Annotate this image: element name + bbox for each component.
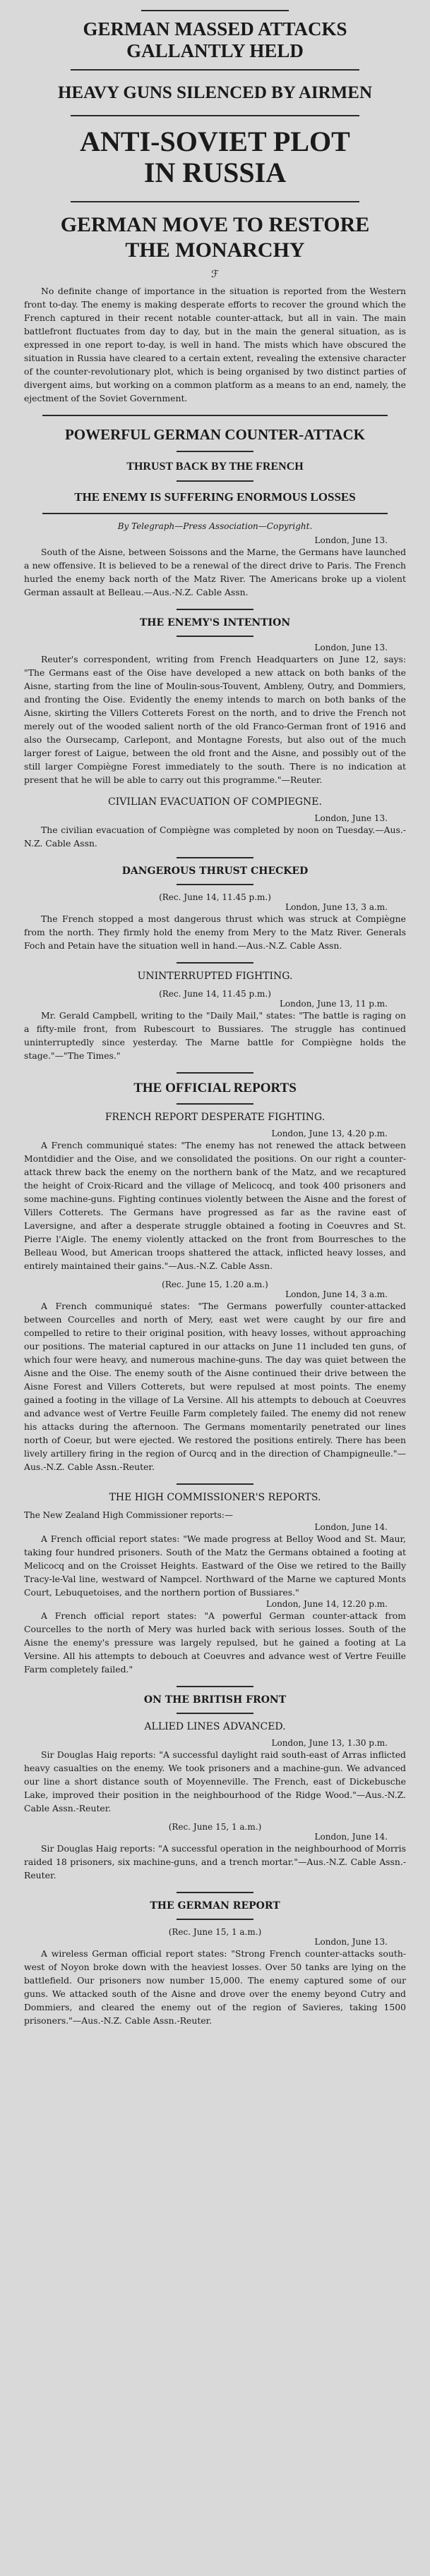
divider: [177, 1103, 253, 1105]
section-title-official-reports: THE OFFICIAL REPORTS: [133, 1081, 297, 1095]
dateline: London, June 14.: [314, 1832, 388, 1842]
article-text: A French official report states: "A powerful German counter-attack from Courcelles to the north of Mery was hurled back with serious losses. South of the Aisne the enemy's pressure was largely repulsed, but he gained a footing at La Versine. All his attempts to debouch at Coeuvres and advance west of Vertre Feuille Farm completely failed.": [24, 1610, 406, 1675]
received-time: (Rec. June 14, 11.45 p.m.): [159, 989, 271, 999]
dateline: London, June 13.: [314, 1937, 388, 1947]
article-text: South of the Aisne, between Soissons and the Marne, the Germans have launched a new offensive. It is believed to be a renewal of the direct drive to Paris. The French hurled the enemy back north of the Matz River. The Americans broke up a violent German assault at Belleau.—Aus.-N.Z. Cable Assn.: [24, 547, 406, 597]
headline-anti-soviet-plot: ANTI-SOVIET PLOT IN RUSSIA: [80, 126, 350, 188]
divider: [177, 609, 253, 610]
divider: [71, 69, 359, 71]
headline-german-massed-attacks: GERMAN MASSED ATTACKS GALLANTLY HELD: [83, 18, 347, 61]
section-title-compiegne: CIVILIAN EVACUATION OF COMPIEGNE.: [108, 796, 322, 808]
divider: [177, 1483, 253, 1485]
dateline: London, June 13.: [314, 535, 388, 545]
article-text: Mr. Gerald Campbell, writing to the "Daily Mail," states: "The battle is raging on a fifty-mile front, from Rubescourt to Bussiares. The struggle has continued uninterruptedly since yesterday. The Marne battle for Compiègne holds the stage."—"The Times.": [24, 1010, 406, 1061]
byline: By Telegraph—Press Association—Copyright.: [117, 521, 313, 531]
article-text: The civilian evacuation of Compiègne was completed by noon on Tuesday.—Aus.-N.Z. Cable Assn.: [24, 825, 406, 849]
dateline: London, June 14, 12.20 p.m.: [265, 1599, 388, 1609]
divider: [177, 1072, 253, 1074]
divider: [177, 1713, 253, 1714]
ornament: ℱ: [210, 269, 219, 280]
headline-german-move-monarchy: GERMAN MOVE TO RESTORE THE MONARCHY: [60, 213, 370, 262]
article-text: A wireless German official report states: "Strong French counter-attacks south-west of Noyon broke down with the heaviest losses. Over 50 tanks are lying on the battlefield. Our prisoners now number 15,000. The enemy captured some of our guns. We attacked south of the Aisne and drove over the enemy beyond Cutry and Dommiers, and cleared the enemy out of the region of Savieres, taking 1500 prisoners."—Aus.-N.Z. Cable Assn.-Reuter.: [24, 1948, 406, 2026]
divider: [177, 884, 253, 885]
divider: [141, 10, 289, 11]
dateline: London, June 13, 1.30 p.m.: [271, 1738, 388, 1748]
section-title-german-report: THE GERMAN REPORT: [150, 1900, 280, 1912]
divider: [42, 415, 388, 416]
article-text: Sir Douglas Haig reports: "A successful daylight raid south-east of Arras inflicted heavy casualties on the enemy. We took prisoners and a machine-gun. We advanced our line a short distance south of Moyenneville. The French, east of Dickebusche Lake, improved their position in the neighbourhood of the Ridge Wood."—Aus.-N.Z. Cable Assn.-Reuter.: [24, 1749, 406, 1813]
section-title-high-commissioner: THE HIGH COMMISSIONER'S REPORTS.: [109, 1492, 321, 1503]
dateline: London, June 13.: [314, 813, 388, 823]
article-text: Sir Douglas Haig reports: "A successful operation in the neighbourhood of Morris raided 18 prisoners, six machine-guns, and a trench mortar."—Aus.-N.Z. Cable Assn.-Reuter.: [24, 1843, 406, 1881]
divider: [177, 857, 253, 858]
received-time: (Rec. June 15, 1 a.m.): [168, 1822, 262, 1832]
received-time: (Rec. June 15, 1 a.m.): [168, 1927, 262, 1937]
divider: [71, 201, 359, 202]
article-text: A French official report states: "We made progress at Belloy Wood and St. Maur, taking four hundred prisoners. South of the Matz the Germans obtained a footing at Melicocq and on the Croisset Heights. Eastward of the Oise we retired to the Bailly Tracy-le-Val line, westward of Nampcel. Northward of the Marne we captured Monts Court, Lebuquetoises, and the northern portion of Bussiares.": [24, 1533, 406, 1598]
lead-text: The New Zealand High Commissioner reports:—: [24, 1510, 233, 1520]
divider: [71, 115, 359, 116]
subtitle-french-report: FRENCH REPORT DESPERATE FIGHTING.: [104, 1112, 326, 1123]
dateline: London, June 13, 11 p.m.: [279, 999, 388, 1009]
article-text: A French communiqué states: "The enemy has not renewed the attack between Montdidier and the Oise, and we consolidated the positions. On our right a counter-attack threw back the enemy on the northern bank of the Matz, and we recaptured the height of Croix-Ricard and the village of Melicocq, and took 400 prisoners and some machine-guns. Fighting continues violently between the Aisne and the forest of Villers Cotterets. The Germans have progressed as far as the ravine east of Laversigne, and after a desperate struggle obtained a footing in Coeuvres and St. Pierre l'Aigle. The enemy violently attacked on the front from Bourresches to the Belleau Wood, but American troops shattered the attack, inflicted heavy losses, and entirely maintained their gains."—Aus.-N.Z. Cable Assn.: [24, 1140, 406, 1271]
subtitle-enemy-losses: THE ENEMY IS SUFFERING ENORMOUS LOSSES: [74, 490, 356, 504]
divider: [177, 480, 253, 482]
subtitle-thrust-back: THRUST BACK BY THE FRENCH: [126, 461, 304, 473]
intro-paragraph: No definite change of importance in the situation is reported from the Western front to-day. The enemy is making desperate efforts to recover the ground which the French captured in their recent notable counter-attack, but all in vain. The main battlefront fluctuates from day to day, but in the main the general situation, as is expressed in one report to-day, is well in hand. The mists which have obscured the situation in Russia have cleared to a certain extent, revealing the extensive character of the counter-revolutionary plot, which is being organised by two distinct parties of divergent aims, but working on a common platform as a means to an end, namely, the ejectment of the Soviet Government.: [24, 286, 406, 403]
section-title-british-front: ON THE BRITISH FRONT: [143, 1694, 287, 1706]
divider: [177, 1686, 253, 1687]
section-title-powerful-counter-attack: POWERFUL GERMAN COUNTER-ATTACK: [64, 426, 366, 443]
divider: [177, 451, 253, 452]
section-title-enemy-intention: THE ENEMY'S INTENTION: [139, 617, 291, 628]
article-text: The French stopped a most dangerous thrust which was struck at Compiègne from the north. They firmly hold the enemy from Mery to the Matz River. Generals Foch and Petain have the situation well in hand.—Aus.-N.Z. Cable Assn.: [24, 913, 406, 951]
section-title-uninterrupted: UNINTERRUPTED FIGHTING.: [137, 971, 293, 982]
subtitle-allied-lines: ALLIED LINES ADVANCED.: [144, 1721, 286, 1732]
section-title-dangerous-thrust: DANGEROUS THRUST CHECKED: [121, 865, 309, 877]
divider: [177, 636, 253, 637]
dateline: London, June 13, 4.20 p.m.: [271, 1129, 388, 1138]
divider: [177, 1919, 253, 1920]
headline-heavy-guns: HEAVY GUNS SILENCED BY AIRMEN: [58, 83, 372, 102]
divider: [177, 1892, 253, 1893]
divider: [42, 513, 388, 514]
received-time: (Rec. June 14, 11.45 p.m.): [159, 892, 271, 902]
article-text: Reuter's correspondent, writing from French Headquarters on June 12, says: "The Germans east of the Oise have developed a new attack on both banks of the Aisne, starting from the line of Moulin-sous-Touvent, Ambleny, Outry, and Dommiers, and fronting the Oise. Evidently the enemy intends to march on both banks of the Aisne, skirting the Villers Cotterets Forest on the north, and to drive the French not merely out of the wooded salient north of the old Franco-German front of 1916 and also the Oursecamp, Carlepont, and Montagne Forests, but also out of the much larger forest of Laigue, between the old front and the Aisne, and possibly out of the still larger Compiègne Forest immediately to the south. There is no indication at present that he will be able to carry out this programme."—Reuter.: [24, 654, 406, 785]
dateline: London, June 14.: [314, 1522, 388, 1532]
dateline: London, June 14, 3 a.m.: [285, 1289, 388, 1299]
article-text: A French communiqué states: "The Germans powerfully counter-attacked between Courcelles and north of Mery, east wet were caught by our fire and compelled to retire to their original position, with heavy losses, without approaching our positions. The material captured in our attacks on June 11 included ten guns, of which four were heavy, and numerous machine-guns. The day was quiet between the Aisne and the Oise. The enemy south of the Aisne continued their drive between the Aisne Forest and Villers Cotterets, but were repulsed at most points. The enemy gained a footing in the village of La Versine. All his attempts to debouch at Coeuvres and advance west of Vertre Feuille Farm completely failed. The enemy did not renew his attacks during the afternoon. The Germans momentarily penetrated our lines north of Coeur, but were ejected. We restored the positions entirely. There has been lively artillery firing in the region of Ourcq and in the direction of Champigneulle."—Aus.-N.Z. Cable Assn.-Reuter.: [24, 1301, 406, 1472]
divider: [177, 962, 253, 964]
dateline: London, June 13, 3 a.m.: [285, 902, 388, 912]
dateline: London, June 13.: [314, 643, 388, 652]
received-time: (Rec. June 15, 1.20 a.m.): [162, 1280, 268, 1289]
